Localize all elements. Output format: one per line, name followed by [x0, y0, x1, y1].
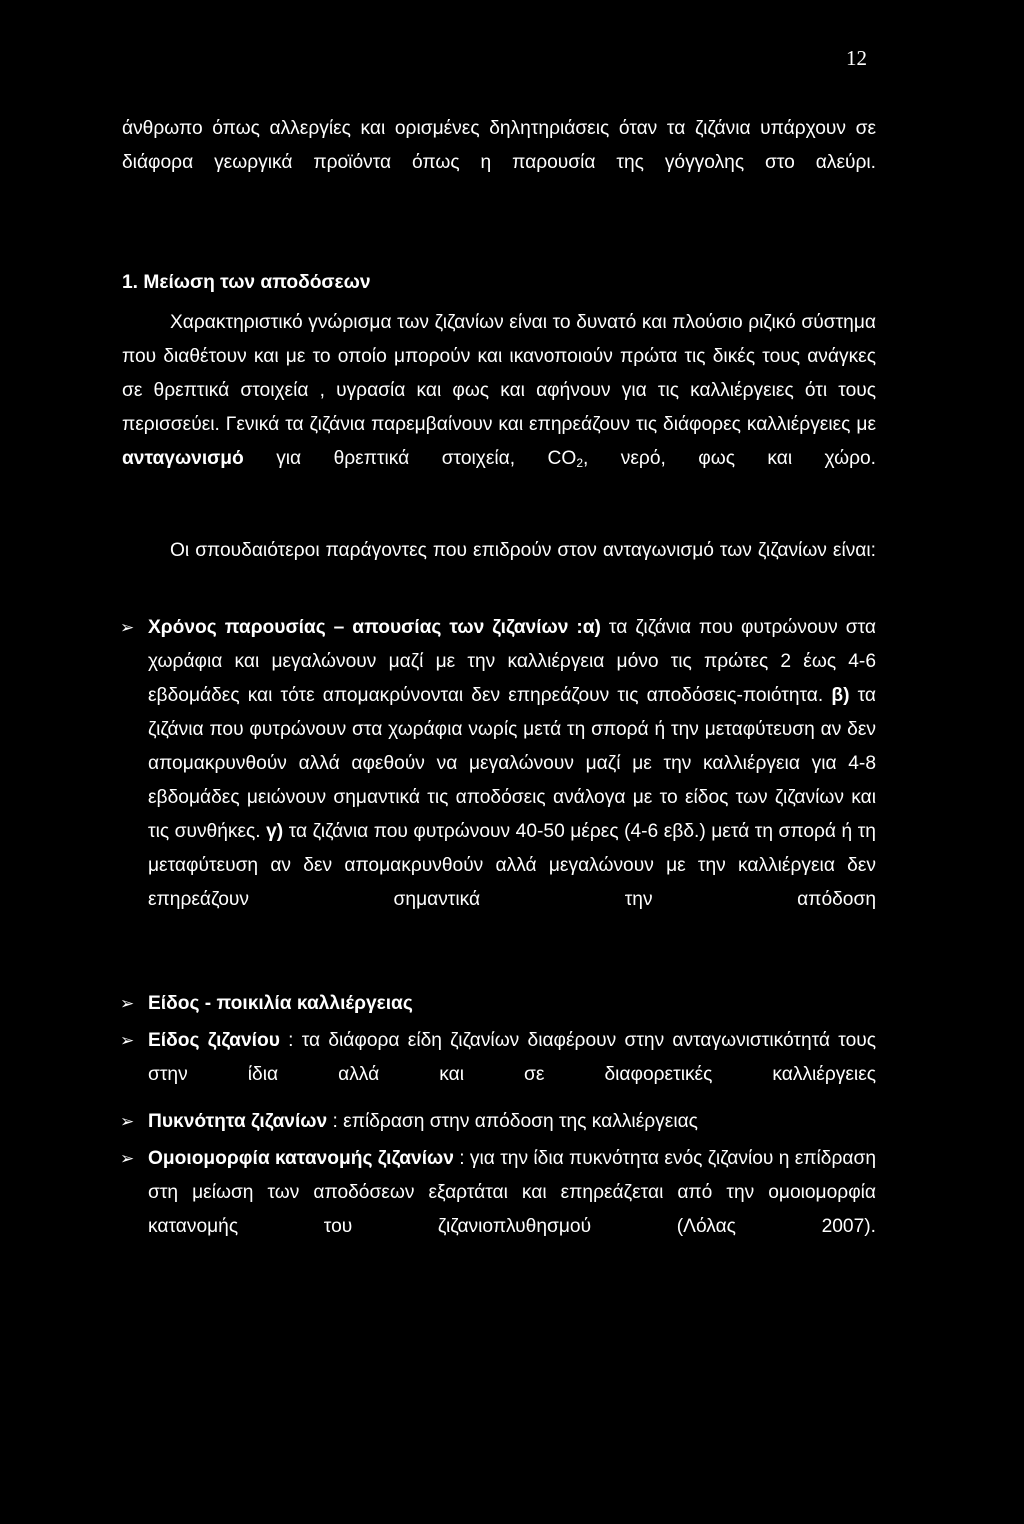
bullet-arrow-icon: ➢ — [120, 994, 135, 1013]
p2-bold-term: ανταγωνισμό — [122, 448, 244, 469]
bullet-distribution-uniformity — [122, 1142, 876, 1244]
bullet-3-text: : τα διάφορα είδη ζιζανίων διαφέρουν στην ανταγωνιστικότητά τους στην ίδια αλλά και σε διαφορετικές καλλιέργειες — [148, 1030, 876, 1085]
bullet-4-title: Πυκνότητα ζιζανίων — [148, 1111, 328, 1132]
bullet-1-a-label: :α) — [568, 617, 601, 638]
bullet-weed-density — [122, 1105, 876, 1139]
p2-text-2: για θρεπτικά στοιχεία, CO — [243, 448, 577, 469]
section-heading-title: Μείωση των αποδόσεων — [143, 272, 371, 293]
bullet-2-title: Είδος - ποικιλία καλλιέργειας — [148, 993, 413, 1014]
section-paragraph-1 — [122, 306, 876, 480]
bullet-1-c-label: γ) — [260, 821, 284, 842]
bullet-4-text: : επίδραση στην απόδοση της καλλιέργειας — [327, 1111, 698, 1132]
bullet-1-c-text: τα ζιζάνια που φυτρώνουν 40-50 μέρες (4-6 εβδ.) μετά τη σπορά ή τη μεταφύτευση αν δεν απομακρυνθούν αλλά μεγαλώνουν με την καλλιέργεια δεν επηρεάζουν σημαντικά την απόδοση — [148, 821, 876, 910]
bullet-arrow-icon: ➢ — [120, 1149, 135, 1168]
bullet-weed-species — [122, 1024, 876, 1092]
bullet-5-title: Ομοιομορφία κατανομής ζιζανίων — [148, 1148, 454, 1169]
p2-subscript: 2 — [576, 456, 584, 470]
bullet-arrow-icon: ➢ — [120, 1112, 135, 1131]
bullet-arrow-icon: ➢ — [120, 1031, 135, 1050]
intro-paragraph-text: άνθρωπο όπως αλλεργίες και ορισμένες δηλητηριάσεις όταν τα ζιζάνια υπάρχουν σε διάφορα γεωργικά προϊόντα όπως η παρουσία της γόγγολης στο αλεύρι. — [122, 118, 876, 173]
p3-text: Οι σπουδαιότεροι παράγοντες που επιδρούν στον ανταγωνισμό των ζιζανίων είναι: — [170, 540, 876, 561]
intro-paragraph — [122, 112, 876, 180]
p2-text-3: , νερό, φως και χώρο. — [583, 448, 877, 469]
bullet-crop-variety — [122, 987, 876, 1021]
bullet-5-text: : για την ίδια πυκνότητα ενός ζιζανίου η επίδραση στη μείωση των αποδόσεων εξαρτάται και επηρεάζεται από την ομοιομορφία κατανομής του ζιζανιοπλυθησμού (Λόλας 2007). — [148, 1148, 876, 1237]
bullet-1-title: Χρόνος παρουσίας – απουσίας των ζιζανίων — [148, 617, 569, 638]
bullet-1-b-text: τα ζιζάνια που φυτρώνουν στα χωράφια νωρίς μετά τη σπορά ή την μεταφύτευση αν δεν απομακρυνθούν αλλά αφεθούν να μεγαλώνουν μαζί με την καλλιέργεια για 4-8 εβδομάδες μειώνουν σημαντικά τις αποδόσεις ανάλογα με το είδος των ζιζανίων και τις συνθήκες. — [148, 685, 876, 842]
bullet-presence-time — [122, 611, 876, 917]
page-number: 12 — [846, 46, 867, 70]
section-heading-number: 1. — [122, 272, 139, 293]
bullet-3-title: Είδος ζιζανίου — [148, 1030, 280, 1051]
bullet-1-a-text: τα ζιζάνια που φυτρώνουν στα χωράφια και μεγαλώνουν μαζί με την καλλιέργεια μόνο τις πρώτες 2 έως 4-6 εβδομάδες και τότε απομακρύνονται δεν επηρεάζουν τις αποδόσεις-ποιότητα. — [148, 617, 876, 706]
section-heading — [122, 266, 371, 300]
bullet-arrow-icon: ➢ — [120, 618, 135, 637]
p2-text-1: Χαρακτηριστικό γνώρισμα των ζιζανίων είναι το δυνατό και πλούσιο ριζικό σύστημα που διαθέτουν και με το οποίο μπορούν και ικανοποιούν πρώτα τις δικές τους ανάγκες σε θρεπτικά στοιχεία , υγρασία και φως και αφήνουν για τις καλλιέργειες ότι τους περισσεύει. Γενικά τα ζιζάνια παρεμβαίνουν και επηρεάζουν τις διάφορες καλλιέργειες με — [122, 312, 876, 435]
section-paragraph-2 — [122, 534, 876, 568]
bullet-1-b-label: β) — [823, 685, 850, 706]
